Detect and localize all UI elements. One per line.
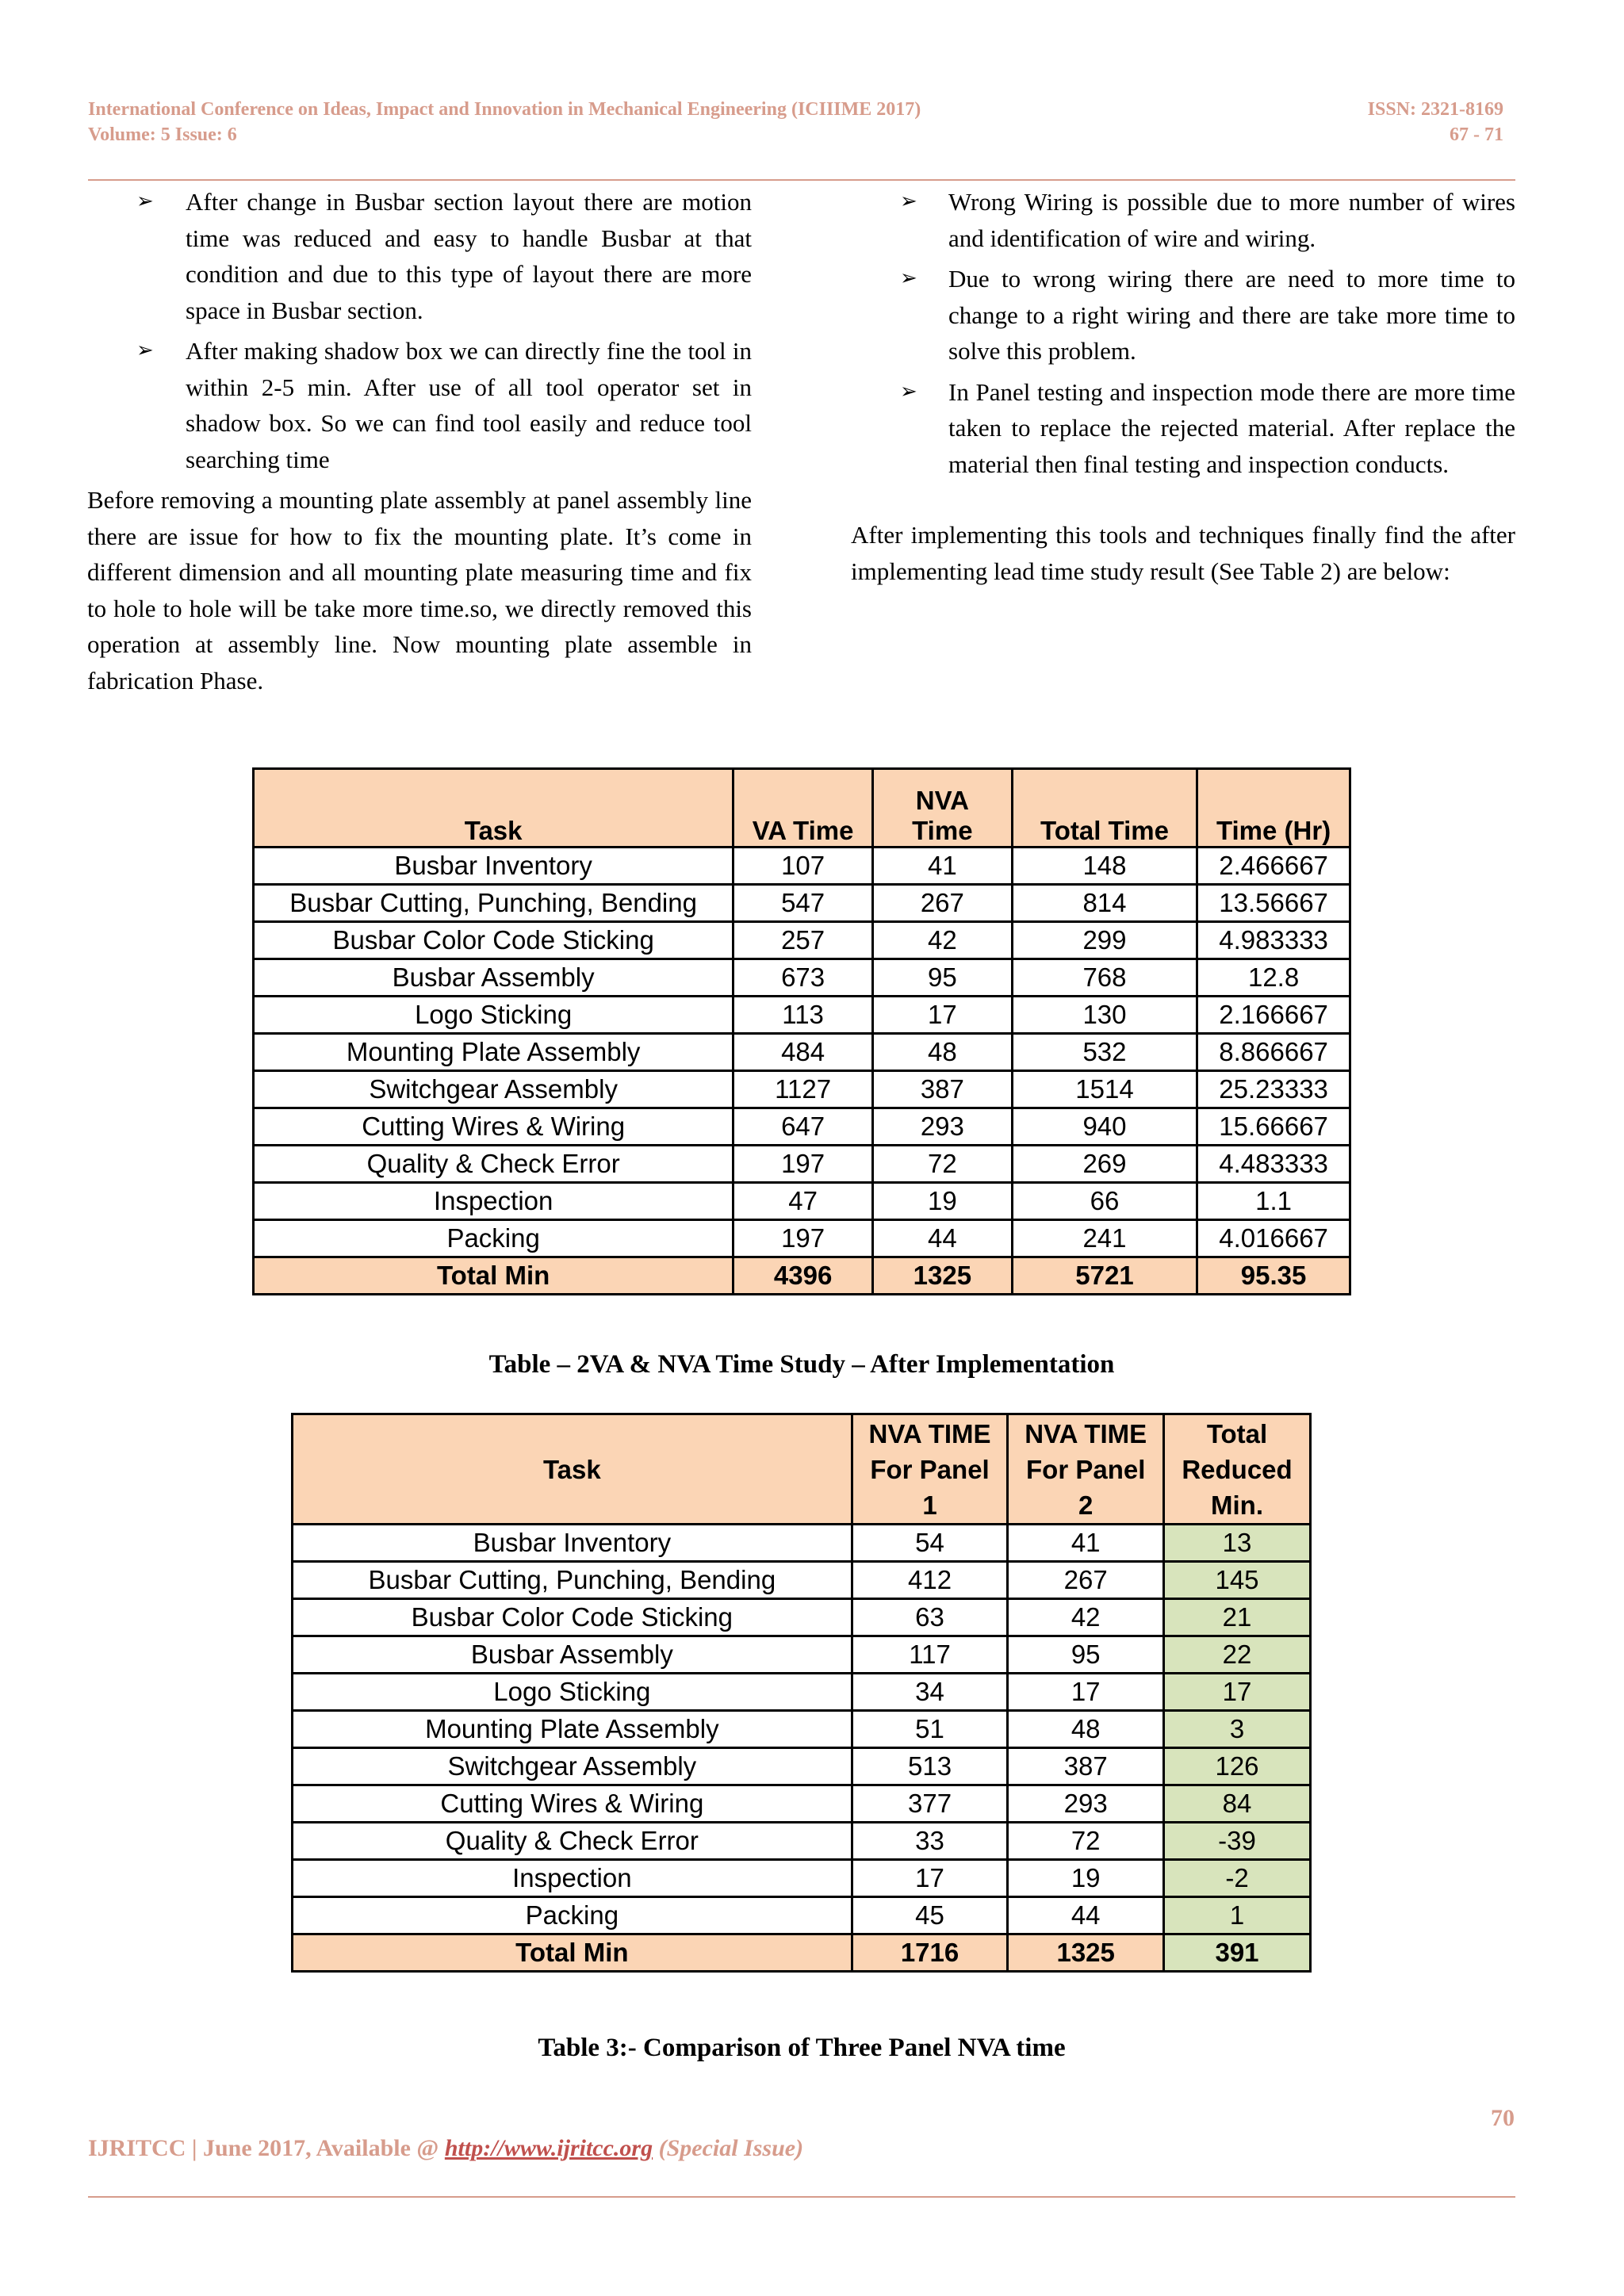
table-cell: 4.483333 [1197, 1146, 1350, 1183]
table-cell: Busbar Assembly [293, 1636, 852, 1674]
table-cell: 45 [852, 1897, 1008, 1934]
table-cell: 293 [1008, 1785, 1164, 1823]
table-cell: Logo Sticking [293, 1674, 852, 1711]
table-cell: Mounting Plate Assembly [254, 1034, 733, 1071]
table-cell: 4.016667 [1197, 1220, 1350, 1257]
table-cell: 377 [852, 1785, 1008, 1823]
table-cell: 41 [1008, 1525, 1164, 1562]
column-header: Total Time [1012, 769, 1197, 848]
table-cell: 513 [852, 1748, 1008, 1785]
table-header-row [254, 769, 1350, 848]
footer-link[interactable]: http://www.ijritcc.org [444, 2135, 653, 2161]
table-cell: 2.466667 [1197, 848, 1350, 885]
table-cell: Logo Sticking [254, 997, 733, 1034]
total-cell: Total Min [293, 1934, 852, 1972]
table-cell: 17 [1164, 1674, 1311, 1711]
bullet-item [87, 184, 752, 328]
total-cell: 1325 [872, 1257, 1012, 1295]
table-cell: 267 [872, 885, 1012, 922]
table-cell: 3 [1164, 1711, 1311, 1748]
table-cell: Busbar Inventory [293, 1525, 852, 1562]
total-row [254, 1257, 1350, 1295]
table-cell: 72 [872, 1146, 1012, 1183]
footer-journal: IJRITCC | June 2017, Available @ [88, 2135, 445, 2161]
table-cell: Busbar Color Code Sticking [293, 1599, 852, 1636]
table-cell: 17 [872, 997, 1012, 1034]
table-cell: 19 [1008, 1860, 1164, 1897]
table-row [293, 1674, 1311, 1711]
table-row [293, 1711, 1311, 1748]
table-2 [252, 767, 1351, 1295]
table-row [254, 1183, 1350, 1220]
column-header: Task [254, 769, 733, 848]
table-cell: Busbar Assembly [254, 959, 733, 997]
footer-rule [88, 2196, 1515, 2198]
total-cell: 1716 [852, 1934, 1008, 1972]
table-cell: 940 [1012, 1108, 1197, 1146]
volume-issue: Volume: 5 Issue: 6 [88, 124, 237, 145]
column-header: Task [293, 1414, 852, 1525]
table-row [254, 1220, 1350, 1257]
table-cell: 44 [1008, 1897, 1164, 1934]
table-cell: 107 [733, 848, 873, 885]
issn: ISSN: 2321-8169 [1367, 99, 1503, 120]
table-cell: 768 [1012, 959, 1197, 997]
table-3 [291, 1413, 1312, 1973]
bullet-item [851, 261, 1515, 369]
column-header: NVA Time [872, 769, 1012, 848]
table-cell: Cutting Wires & Wiring [293, 1785, 852, 1823]
table-cell: 19 [872, 1183, 1012, 1220]
conference-title: International Conference on Ideas, Impact and Innovation in Mechanical Engineering (ICIIIME 2017) [88, 99, 921, 120]
bullet-item [851, 184, 1515, 256]
bullet-text: After change in Busbar section layout there are motion time was reduced and easy to handle Busbar at that condition and due to this type of layout there are more space in Busbar section. [186, 188, 752, 324]
table-cell: -2 [1164, 1860, 1311, 1897]
table-cell: 269 [1012, 1146, 1197, 1183]
arrow-bullet-icon: ➢ [900, 379, 917, 404]
arrow-bullet-icon: ➢ [900, 266, 917, 290]
table-cell: 412 [852, 1562, 1008, 1599]
table-cell: 145 [1164, 1562, 1311, 1599]
table-cell: 13 [1164, 1525, 1311, 1562]
table-cell: 241 [1012, 1220, 1197, 1257]
table-cell: 33 [852, 1823, 1008, 1860]
table-cell: 12.8 [1197, 959, 1350, 997]
column-header: NVA TIME For Panel 1 [852, 1414, 1008, 1525]
column-header: VA Time [733, 769, 873, 848]
table-cell: 148 [1012, 848, 1197, 885]
table-cell: 95 [872, 959, 1012, 997]
table-cell: 387 [872, 1071, 1012, 1108]
table-row [254, 1034, 1350, 1071]
table-cell: 51 [852, 1711, 1008, 1748]
table-cell: 547 [733, 885, 873, 922]
table-cell: 84 [1164, 1785, 1311, 1823]
table-cell: 44 [872, 1220, 1012, 1257]
table-cell: 48 [1008, 1711, 1164, 1748]
table-cell: 42 [872, 922, 1012, 959]
bullet-text: Due to wrong wiring there are need to more time to change to a right wiring and there are take more time to solve this problem. [948, 265, 1515, 365]
right-column [851, 184, 1515, 589]
table-cell: 126 [1164, 1748, 1311, 1785]
table-cell: Cutting Wires & Wiring [254, 1108, 733, 1146]
table-cell: 1 [1164, 1897, 1311, 1934]
footer [88, 2135, 803, 2162]
table-cell: Switchgear Assembly [254, 1071, 733, 1108]
table-row [293, 1748, 1311, 1785]
table-cell: 66 [1012, 1183, 1197, 1220]
table-cell: Mounting Plate Assembly [293, 1711, 852, 1748]
table-cell: 532 [1012, 1034, 1197, 1071]
table-cell: 1127 [733, 1071, 873, 1108]
total-cell: 4396 [733, 1257, 873, 1295]
table-cell: 17 [1008, 1674, 1164, 1711]
table-cell: 72 [1008, 1823, 1164, 1860]
table-cell: 299 [1012, 922, 1197, 959]
table-cell: 197 [733, 1146, 873, 1183]
table-cell: Busbar Cutting, Punching, Bending [254, 885, 733, 922]
table-cell: 34 [852, 1674, 1008, 1711]
table-cell: 1.1 [1197, 1183, 1350, 1220]
column-header: Time (Hr) [1197, 769, 1350, 848]
bullet-item [87, 333, 752, 477]
table-cell: Busbar Inventory [254, 848, 733, 885]
total-cell: 1325 [1008, 1934, 1164, 1972]
table-cell: 197 [733, 1220, 873, 1257]
table-cell: 387 [1008, 1748, 1164, 1785]
body-paragraph: Before removing a mounting plate assembly at panel assembly line there are issue for how to fix the mounting plate. It’s come in different dimension and all mounting plate measuring time and fix to hole to hole will be take more time.so, we directly removed this operation at assembly line. Now mounting plate assemble in fabrication Phase. [87, 486, 752, 695]
table-cell: Quality & Check Error [293, 1823, 852, 1860]
table-row [293, 1562, 1311, 1599]
table-cell: 113 [733, 997, 873, 1034]
table-row [254, 1146, 1350, 1183]
table-row [293, 1860, 1311, 1897]
table-row [254, 922, 1350, 959]
table-cell: Packing [293, 1897, 852, 1934]
table-cell: Busbar Color Code Sticking [254, 922, 733, 959]
table-row [254, 997, 1350, 1034]
table-cell: Quality & Check Error [254, 1146, 733, 1183]
table-cell: 484 [733, 1034, 873, 1071]
table-row [293, 1599, 1311, 1636]
table-cell: 15.66667 [1197, 1108, 1350, 1146]
table-row [254, 1108, 1350, 1146]
table-cell: 130 [1012, 997, 1197, 1034]
table-cell: 814 [1012, 885, 1197, 922]
page-number: 70 [1491, 2105, 1515, 2131]
left-column [87, 184, 752, 698]
bullet-item [851, 374, 1515, 483]
total-cell: 5721 [1012, 1257, 1197, 1295]
table-cell: Busbar Cutting, Punching, Bending [293, 1562, 852, 1599]
table-row [293, 1636, 1311, 1674]
table-row [293, 1785, 1311, 1823]
table-cell: 63 [852, 1599, 1008, 1636]
table-header-row [293, 1414, 1311, 1525]
running-header-left [88, 97, 921, 147]
table-row [293, 1525, 1311, 1562]
table-cell: 2.166667 [1197, 997, 1350, 1034]
table-cell: 48 [872, 1034, 1012, 1071]
total-row [293, 1934, 1311, 1972]
page-range: 67 - 71 [1450, 124, 1503, 145]
header-rule [88, 179, 1515, 181]
table-cell: 42 [1008, 1599, 1164, 1636]
arrow-bullet-icon: ➢ [136, 189, 154, 213]
table-row [293, 1897, 1311, 1934]
running-header-right [1368, 97, 1503, 147]
total-cell: Total Min [254, 1257, 733, 1295]
footer-special: (Special Issue) [653, 2135, 804, 2161]
table-cell: 1514 [1012, 1071, 1197, 1108]
column-header: Total Reduced Min. [1164, 1414, 1311, 1525]
table-cell: Inspection [293, 1860, 852, 1897]
bullet-text: Wrong Wiring is possible due to more number of wires and identification of wire and wiring. [948, 188, 1515, 252]
table-cell: 22 [1164, 1636, 1311, 1674]
table-cell: 8.866667 [1197, 1034, 1350, 1071]
table-cell: 257 [733, 922, 873, 959]
table-cell: -39 [1164, 1823, 1311, 1860]
table-cell: 673 [733, 959, 873, 997]
table-cell: 293 [872, 1108, 1012, 1146]
table-3-caption: Table 3:- Comparison of Three Panel NVA time [538, 2034, 1066, 2062]
total-cell: 95.35 [1197, 1257, 1350, 1295]
table-row [293, 1823, 1311, 1860]
arrow-bullet-icon: ➢ [900, 189, 917, 213]
table-cell: Switchgear Assembly [293, 1748, 852, 1785]
table-cell: 47 [733, 1183, 873, 1220]
table-cell: Packing [254, 1220, 733, 1257]
table-cell: 25.23333 [1197, 1071, 1350, 1108]
table-cell: 117 [852, 1636, 1008, 1674]
table-cell: Inspection [254, 1183, 733, 1220]
table-row [254, 1071, 1350, 1108]
body-paragraph: After implementing this tools and techniques finally find the after implementing lead time study result (See Table 2) are below: [851, 521, 1515, 585]
table-row [254, 848, 1350, 885]
table-cell: 54 [852, 1525, 1008, 1562]
table-row [254, 885, 1350, 922]
table-row [254, 959, 1350, 997]
table-cell: 41 [872, 848, 1012, 885]
table-cell: 4.983333 [1197, 922, 1350, 959]
table-cell: 267 [1008, 1562, 1164, 1599]
bullet-text: After making shadow box we can directly fine the tool in within 2-5 min. After use of all tool operator set in shadow box. So we can find tool easily and reduce tool searching time [186, 337, 752, 473]
table-cell: 21 [1164, 1599, 1311, 1636]
table-cell: 647 [733, 1108, 873, 1146]
arrow-bullet-icon: ➢ [136, 339, 154, 362]
bullet-text: In Panel testing and inspection mode there are more time taken to replace the rejected material. After replace the material then final testing and inspection conducts. [948, 377, 1515, 478]
table-cell: 13.56667 [1197, 885, 1350, 922]
table-cell: 17 [852, 1860, 1008, 1897]
table-2-caption: Table – 2VA & NVA Time Study – After Implementation [488, 1350, 1115, 1379]
table-cell: 95 [1008, 1636, 1164, 1674]
total-cell: 391 [1164, 1934, 1311, 1972]
column-header: NVA TIME For Panel 2 [1008, 1414, 1164, 1525]
